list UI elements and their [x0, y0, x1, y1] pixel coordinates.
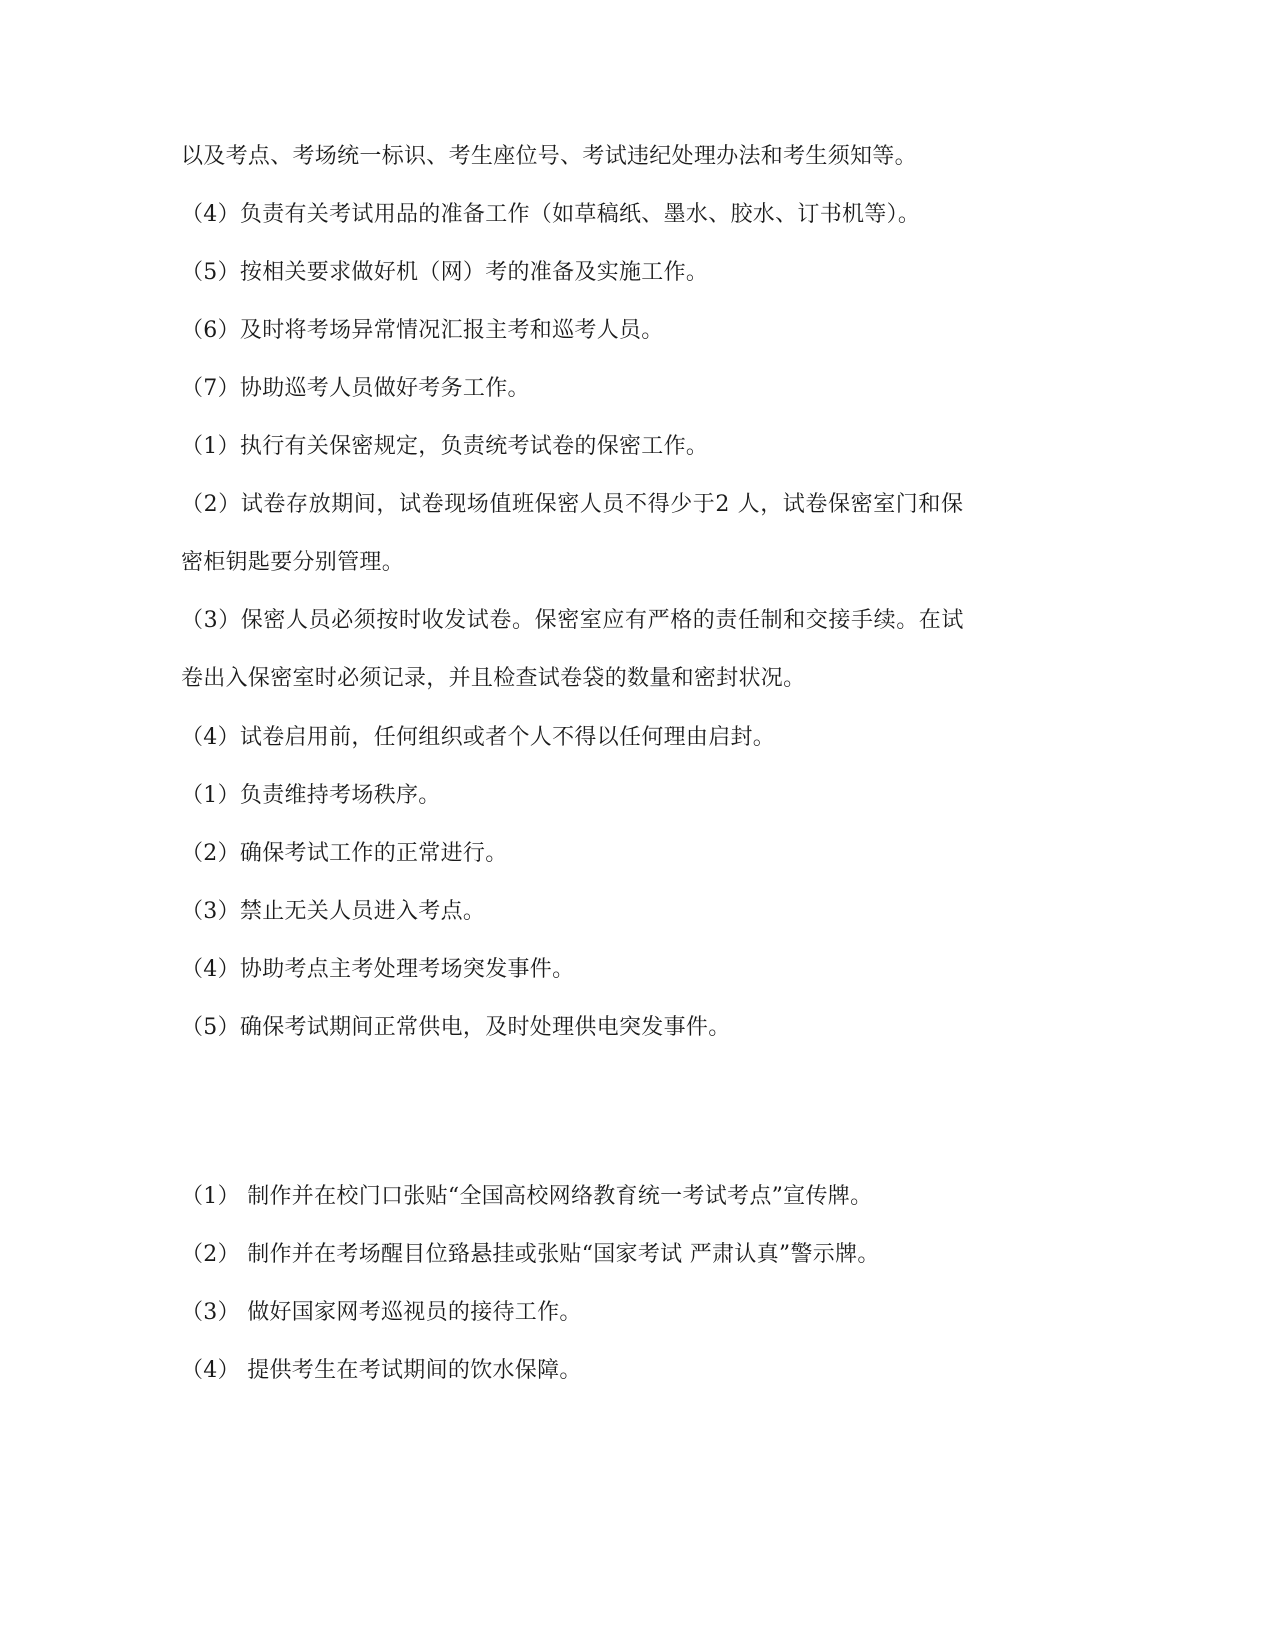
paragraph-line: （1）负责维持考场秩序。 — [181, 783, 441, 808]
paragraph-line: （1）执行有关保密规定，负责统考试卷的保密工作。 — [181, 434, 709, 459]
paragraph-line: （5）按相关要求做好机（网）考的准备及实施工作。 — [181, 260, 709, 285]
paragraph-line: （3） 做好国家网考巡视员的接待工作。 — [181, 1300, 582, 1325]
paragraph-line: （4）试卷启用前，任何组织或者个人不得以任何理由启封。 — [181, 725, 776, 750]
paragraph-line: （2） 制作并在考场醒目位臵悬挂或张贴“国家考试 严肃认真”警示牌。 — [181, 1242, 880, 1267]
paragraph-line: （1） 制作并在校门口张贴“全国高校网络教育统一考试考点”宣传牌。 — [181, 1184, 873, 1209]
paragraph-line: （3）禁止无关人员进入考点。 — [181, 899, 486, 924]
paragraph-line: （6）及时将考场异常情况汇报主考和巡考人员。 — [181, 318, 664, 343]
paragraph-line: 密柜钥匙要分别管理。 — [181, 550, 405, 575]
paragraph-line: （5）确保考试期间正常供电，及时处理供电突发事件。 — [181, 1015, 731, 1040]
paragraph-line: 以及考点、考场统一标识、考生座位号、考试违纪处理办法和考生须知等。 — [181, 144, 917, 169]
paragraph-line: （2）试卷存放期间，试卷现场值班保密人员不得少于2 人，试卷保密室门和保 — [181, 492, 964, 517]
paragraph-line: （4） 提供考生在考试期间的饮水保障。 — [181, 1358, 582, 1383]
paragraph-line: 卷出入保密室时必须记录，并且检查试卷袋的数量和密封状况。 — [181, 666, 806, 691]
paragraph-line: （4）负责有关考试用品的准备工作（如草稿纸、墨水、胶水、订书机等）。 — [181, 202, 921, 227]
paragraph-line: （7）协助巡考人员做好考务工作。 — [181, 376, 530, 401]
paragraph-line: （2）确保考试工作的正常进行。 — [181, 841, 508, 866]
paragraph-line: （3）保密人员必须按时收发试卷。保密室应有严格的责任制和交接手续。在试 — [181, 608, 964, 633]
paragraph-line: （4）协助考点主考处理考场突发事件。 — [181, 957, 575, 982]
